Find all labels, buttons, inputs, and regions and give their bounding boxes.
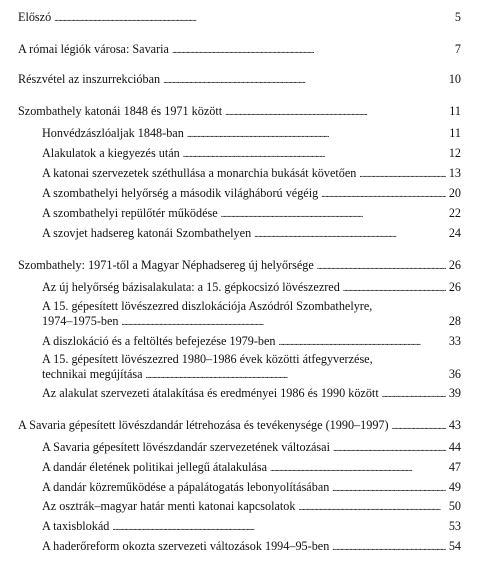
toc-entry-page: 47 <box>448 460 461 474</box>
dot-leader <box>221 206 446 221</box>
toc-entry-page: 12 <box>448 146 461 160</box>
toc-entry-title: A dandár életének politikai jellegű átalakulása <box>42 460 268 474</box>
toc-entry-page: 44 <box>448 440 461 454</box>
toc-entry-title: A szombathelyi repülőtér működése <box>42 206 218 220</box>
toc-entry-title: Alakulatok a kiegyezés után <box>42 146 180 160</box>
toc-entry-title: A szombathelyi helyőrség a második világháború végéig <box>42 186 319 200</box>
toc-subentry <box>42 334 461 349</box>
toc-entry-title: A Savaria gépesített lövészdandár szervezetének változásai <box>42 440 330 454</box>
dot-leader <box>163 72 446 87</box>
toc-entry-title: A szovjet hadsereg katonái Szombathelyen <box>42 226 252 240</box>
toc-entry-page: 7 <box>454 42 461 56</box>
toc-subentry <box>42 499 461 514</box>
dot-leader <box>187 126 446 141</box>
dot-leader <box>317 258 446 273</box>
dot-leader <box>254 226 446 241</box>
toc-subentry <box>42 440 461 455</box>
toc-entry-page: 13 <box>448 166 461 180</box>
dot-leader <box>298 499 445 514</box>
toc-entry-page: 28 <box>448 314 461 328</box>
dot-leader <box>332 480 445 495</box>
toc-entry-title: Az osztrák–magyar határ menti katonai kapcsolatok <box>42 499 296 513</box>
dot-leader <box>54 10 448 25</box>
toc-entry-page: 54 <box>448 539 461 553</box>
toc-subentry <box>42 146 461 161</box>
toc-section-heading <box>18 258 461 273</box>
toc-entry-page: 5 <box>454 10 461 24</box>
toc-subentry <box>42 280 461 295</box>
dot-leader <box>343 280 446 295</box>
toc-entry-title-line: 1974–1975-ben <box>42 314 119 328</box>
toc-subentry <box>42 539 461 554</box>
toc-subentry <box>42 206 461 221</box>
toc-entry-page: 36 <box>448 367 461 381</box>
toc-section-heading <box>18 104 461 119</box>
toc-entry-page: 24 <box>448 226 461 240</box>
toc-entry <box>18 42 461 57</box>
toc-entry-title: Részvétel az inszurrekcióban <box>18 72 161 86</box>
toc-subentry <box>42 126 461 141</box>
toc-entry-page: 26 <box>448 258 461 272</box>
toc-entry-title: Honvédzászlóaljak 1848-ban <box>42 126 184 140</box>
toc-subentry <box>42 386 461 401</box>
toc-entry-page: 50 <box>448 499 461 513</box>
toc-entry-title: Szombathely: 1971-től a Magyar Néphadsereg új helyőrsége <box>18 258 314 272</box>
toc-entry-title: A római légiók városa: Savaria <box>18 42 169 56</box>
toc-entry-page: 11 <box>449 126 461 140</box>
toc-subentry <box>42 480 461 495</box>
dot-leader <box>112 519 445 534</box>
toc-entry-title: A taxisblokád <box>42 519 110 533</box>
toc-entry-title: A katonai szervezetek széthullása a monarchia bukását követően <box>42 166 357 180</box>
toc-entry-page: 26 <box>448 280 461 294</box>
toc-entry-page: 20 <box>448 186 461 200</box>
dot-leader <box>392 418 446 433</box>
toc-entry <box>18 72 461 87</box>
toc-entry <box>18 10 461 25</box>
dot-leader <box>359 166 445 181</box>
toc-subentry <box>42 299 461 329</box>
toc-entry-title: A diszlokáció és a feltöltés befejezése 1979-ben <box>42 334 276 348</box>
toc-entry-title-line: technikai megújítása <box>42 367 143 381</box>
dot-leader <box>279 334 446 349</box>
toc-entry-title: A haderőreform okozta szervezeti változások 1994–95-ben <box>42 539 330 553</box>
toc-entry-title: Az alakulat szervezeti átalakítása és eredményei 1986 és 1990 között <box>42 386 379 400</box>
dot-leader <box>122 314 446 329</box>
toc-subentry <box>42 166 461 181</box>
toc-entry-title: A dandár közreműködése a pápalátogatás lebonyolításában <box>42 480 330 494</box>
dot-leader <box>172 42 448 57</box>
toc-entry-page: 39 <box>448 386 461 400</box>
toc-entry-page: 33 <box>448 334 461 348</box>
dot-leader <box>146 367 446 382</box>
toc-entry-page: 49 <box>448 480 461 494</box>
toc-subentry <box>42 460 461 475</box>
toc-entry-page: 53 <box>448 519 461 533</box>
toc-subentry <box>42 226 461 241</box>
dot-leader <box>270 460 446 475</box>
toc-subentry <box>42 519 461 534</box>
toc-subentry <box>42 186 461 201</box>
toc-subentry <box>42 352 461 382</box>
dot-leader <box>225 104 446 119</box>
dot-leader <box>333 440 446 455</box>
toc-entry-title: A Savaria gépesített lövészdandár létrehozása és tevékenysége (1990–1997) <box>18 418 389 432</box>
toc-entry-title-line: A 15. gépesített lövészezred diszlokációja Aszódról Szombathelyre, <box>42 299 373 313</box>
toc-entry-title: Az új helyőrség bázisalakulata: a 15. gépkocsizó lövészezred <box>42 280 340 294</box>
dot-leader <box>321 186 446 201</box>
toc-entry-page: 11 <box>449 104 461 118</box>
toc-entry-page: 43 <box>448 418 461 432</box>
dot-leader <box>183 146 446 161</box>
toc-entry-title: Előszó <box>18 10 52 24</box>
toc-entry-page: 22 <box>448 206 461 220</box>
toc-entry-title: Szombathely katonái 1848 és 1971 között <box>18 104 223 118</box>
toc-section-heading <box>18 418 461 433</box>
toc-entry-page: 10 <box>448 72 461 86</box>
dot-leader <box>382 386 446 401</box>
toc-entry-title-line: A 15. gépesített lövészezred 1980–1986 évek közötti átfegyverzése, <box>42 352 373 366</box>
dot-leader <box>332 539 446 554</box>
